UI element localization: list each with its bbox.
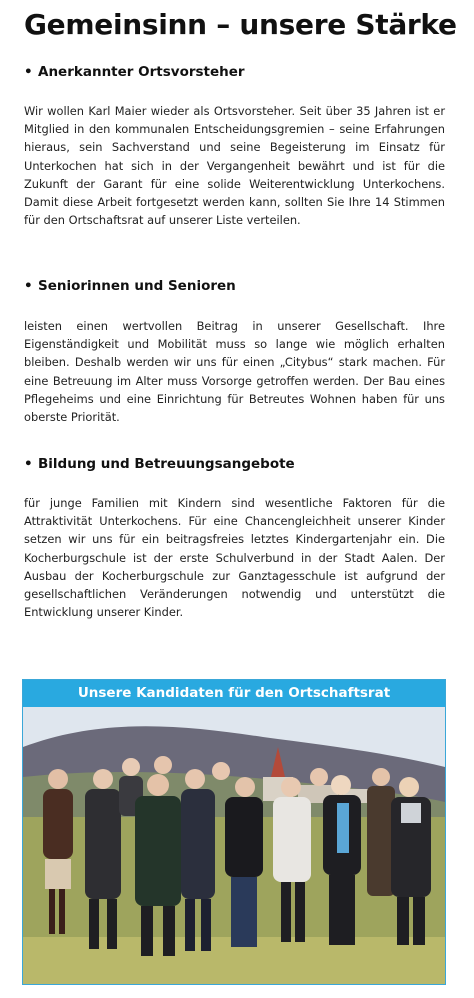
section-heading-label: Bildung und Betreuungsangebote bbox=[38, 456, 295, 472]
section-paragraph-ortsvorsteher: Wir wollen Karl Maier wieder als Ortsvorsteher. Seit über 35 Jahren ist er Mitglied in den kommunalen Entscheidungsgremien – seine Erfahrungen hieraus, sein Sachverstand und seine Begeisterung im Einsatz für Unterkochen hat sich in der Vergangenheit bewährt und ist für die Zukunft der Garant für eine solide Weiterentwicklung Unterkochens. Damit diese Arbeit fortgesetzt werden kann, sollten Sie Ihre 14 Stimmen für den Ortschaftsrat auf unserer Liste verteilen. bbox=[24, 104, 445, 228]
section-heading-ortsvorsteher bbox=[24, 64, 245, 80]
group-photo-icon bbox=[23, 707, 445, 984]
bullet-icon: • bbox=[24, 278, 33, 294]
bullet-icon: • bbox=[24, 64, 33, 80]
bullet-icon: • bbox=[24, 456, 33, 472]
section-heading-bildung bbox=[24, 456, 295, 472]
candidates-photo-box bbox=[22, 679, 446, 985]
section-heading-label: Seniorinnen und Senioren bbox=[38, 278, 236, 294]
section-paragraph-bildung: für junge Familien mit Kindern sind wesentliche Faktoren für die Attraktivität Unterkochens. Für eine Chancengleichheit unserer Kinder setzen wir uns für ein beitragsfreies letztes Kindergartenjahr ein. Die Kocherburgschule ist der erste Schulverbund in der Stadt Aalen. Der Ausbau der Kocherburgschule zur Ganztagesschule ist aufgrund der gesellschaftlichen Veränderungen notwendig und unterstützt die Entwicklung unserer Kinder. bbox=[24, 496, 445, 620]
section-heading-label: Anerkannter Ortsvorsteher bbox=[38, 64, 245, 80]
section-heading-senioren bbox=[24, 278, 236, 294]
page-title: Gemeinsinn – unsere Stärke bbox=[24, 8, 457, 41]
photo-banner: Unsere Kandidaten für den Ortschaftsrat bbox=[23, 680, 445, 707]
section-paragraph-senioren: leisten einen wertvollen Beitrag in unserer Gesellschaft. Ihre Eigenständigkeit und Mobilität muss so lange wie möglich erhalten bleiben. Deshalb werden wir uns für einen „Citybus“ stark machen. Für eine Betreuung im Alter muss Vorsorge getroffen werden. Der Bau eines Pflegeheims und eine Einrichtung für Betreutes Wohnen haben für uns oberste Priorität. bbox=[24, 319, 445, 425]
